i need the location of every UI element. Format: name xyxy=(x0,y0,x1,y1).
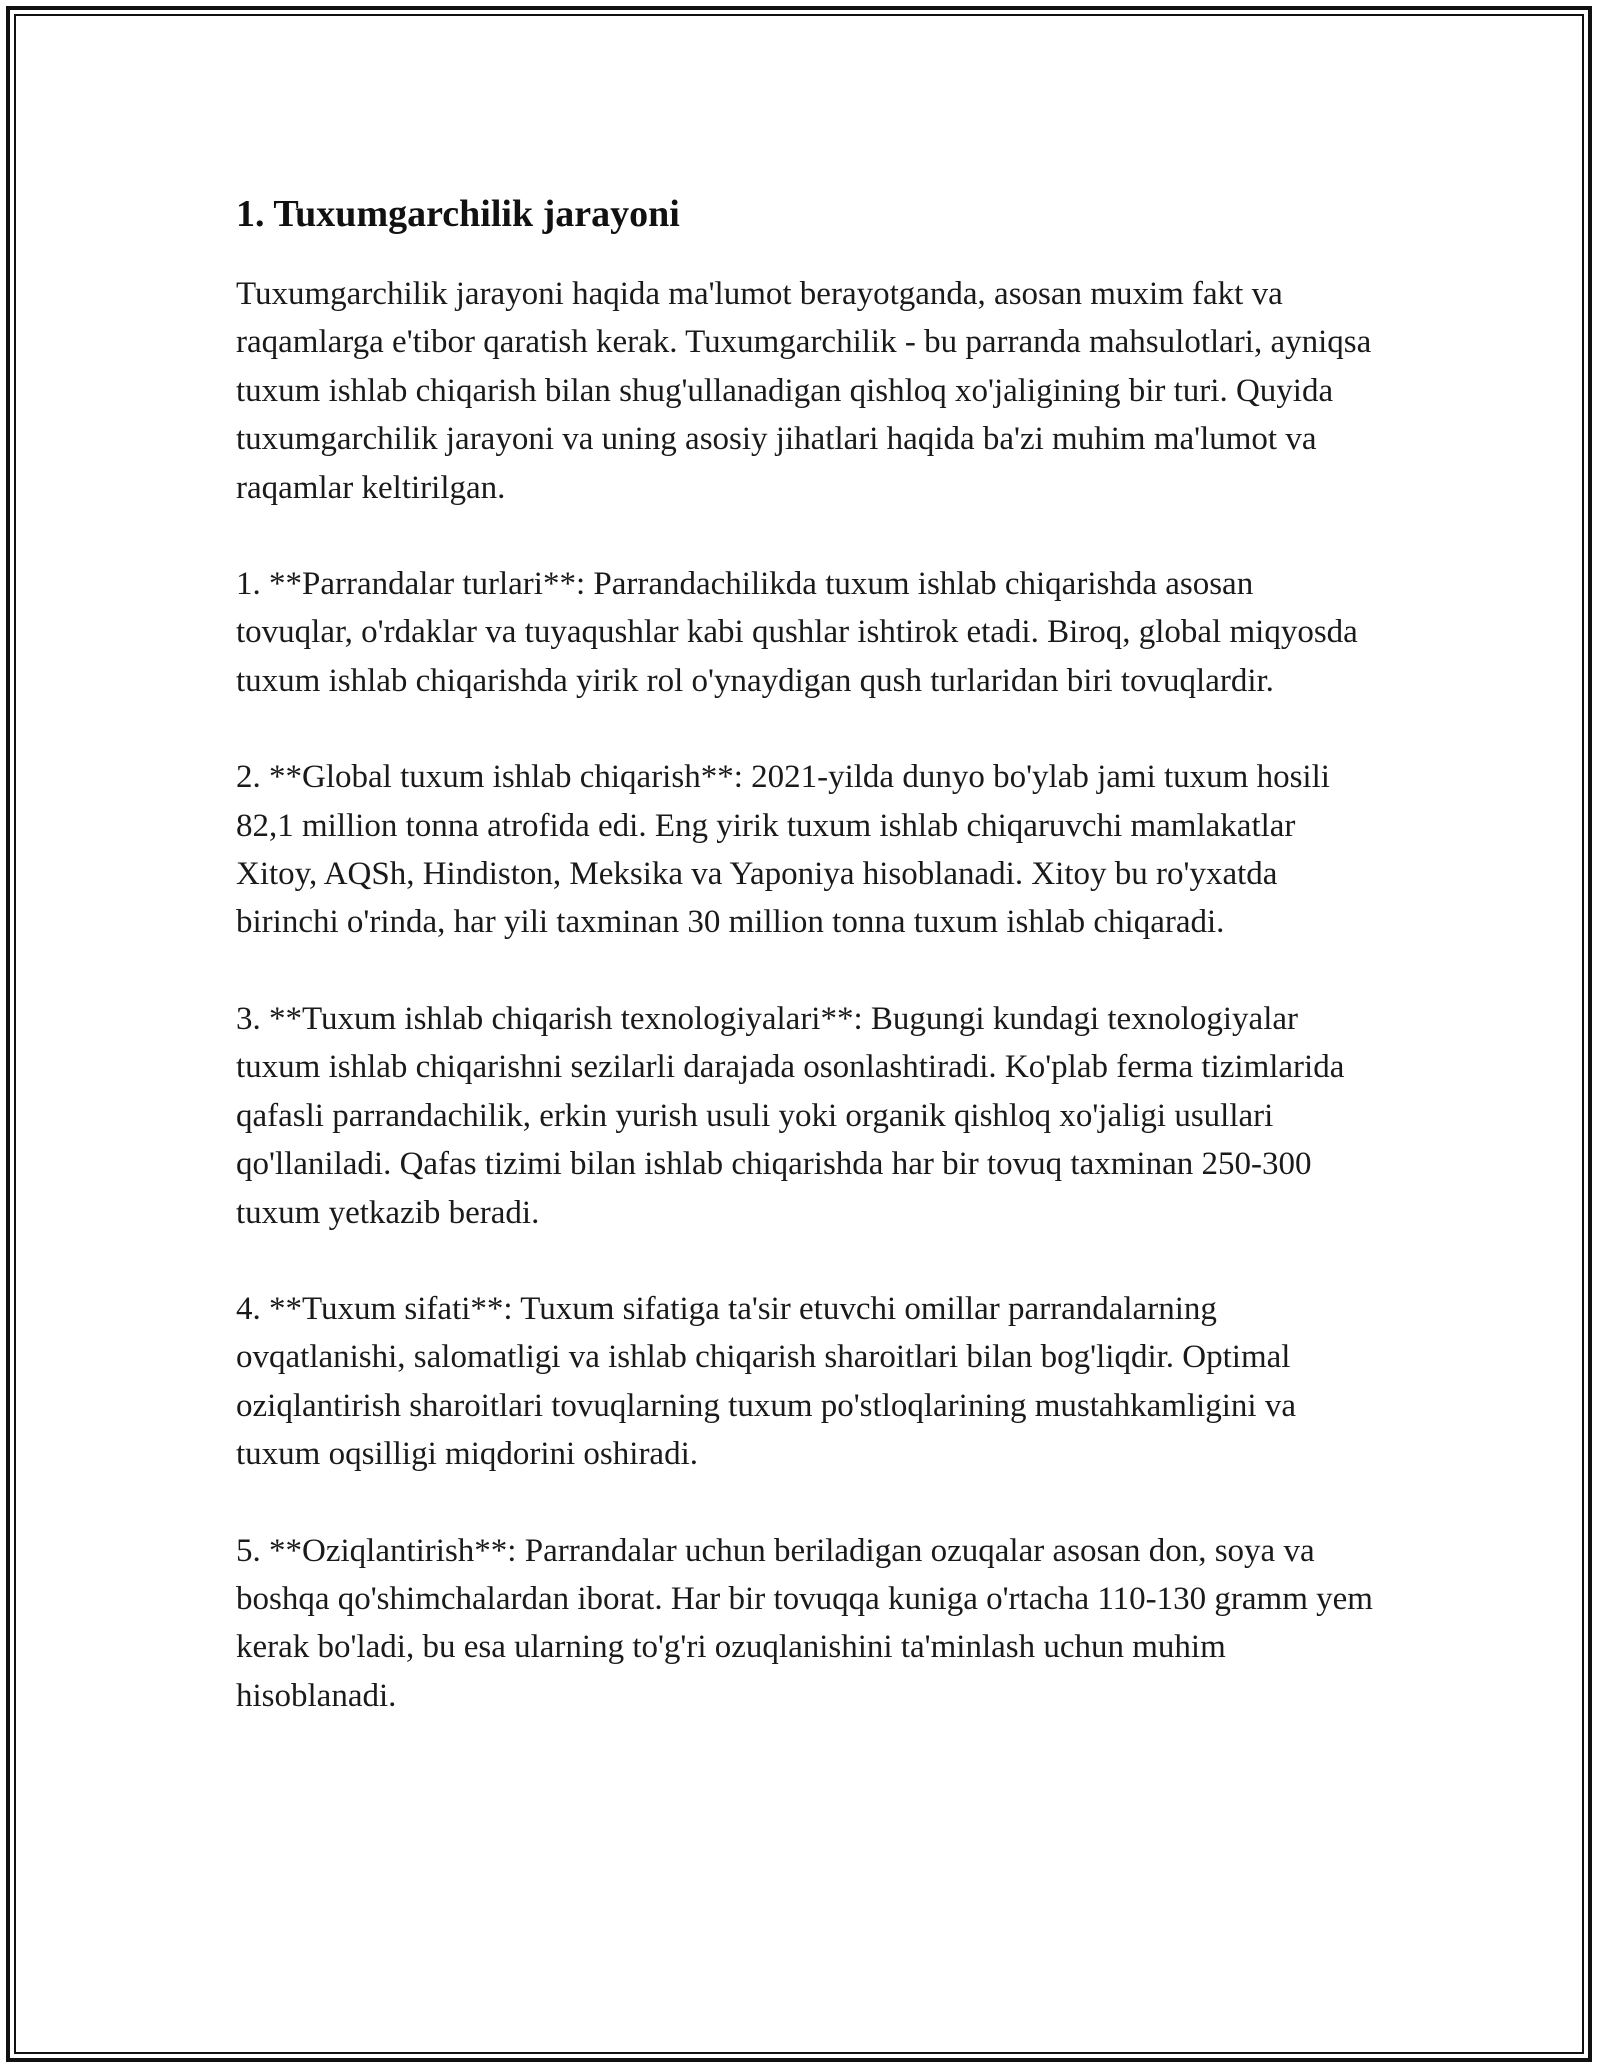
paragraph-production-technologies: 3. **Tuxum ishlab chiqarish texnologiyalari**: Bugungi kundagi texnologiyalar tuxum ishlab chiqarishni sezilarli darajada osonlashtiradi. Ko'plab ferma tizimlarida qafasli parrandachilik, erkin yurish usuli yoki organik qishloq xo'jaligi usullari qo'llaniladi. Qafas tizimi bilan ishlab chiqarishda har bir tovuq taxminan 250-300 tuxum yetkazib beradi. xyxy=(236,1000,1345,1231)
document-body xyxy=(236,188,1376,1768)
paragraph-egg-quality: 4. **Tuxum sifati**: Tuxum sifatiga ta'sir etuvchi omillar parrandalarning ovqatlanishi, salomatligi va ishlab chiqarish sharoitlari bilan bog'liqdir. Optimal oziqlantirish sharoitlari tovuqlarning tuxum po'stloqlarining mustahkamligini va tuxum oqsilligi miqdorini oshiradi. xyxy=(236,1290,1296,1473)
intro-paragraph: Tuxumgarchilik jarayoni haqida ma'lumot berayotganda, asosan muxim fakt va raqamlarga e'tibor qaratish kerak. Tuxumgarchilik - bu parranda mahsulotlari, ayniqsa tuxum ishlab chiqarish bilan shug'ullanadigan qishloq xo'jaligining bir turi. Quyida tuxumgarchilik jarayoni va uning asosiy jihatlari haqida ba'zi muhim ma'lumot va raqamlar keltirilgan. xyxy=(236,276,1372,506)
paragraph-poultry-types: 1. **Parrandalar turlari**: Parrandachilikda tuxum ishlab chiqarishda asosan tovuqlar, o'rdaklar va tuyaqushlar kabi qushlar ishtirok etadi. Biroq, global miqyosda tuxum ishlab chiqarishda yirik rol o'ynaydigan qush turlaridan biri tovuqlardir. xyxy=(236,566,1358,699)
paragraph-global-production: 2. **Global tuxum ishlab chiqarish**: 2021-yilda dunyo bo'ylab jami tuxum hosili 82,1 million tonna atrofida edi. Eng yirik tuxum ishlab chiqaruvchi mamlakatlar Xitoy, AQSh, Hindiston, Meksika va Yaponiya hisoblanadi. Xitoy bu ro'yxatda birinchi o'rinda, har yili taxminan 30 million tonna tuxum ishlab chiqaradi. xyxy=(236,759,1330,941)
paragraph-feeding: 5. **Oziqlantirish**: Parrandalar uchun beriladigan ozuqalar asosan don, soya va boshqa qo'shimchalardan iborat. Har bir tovuqqa kuniga o'rtacha 110-130 gramm yem kerak bo'ladi, bu esa ularning to'g'ri ozuqlanishini ta'minlash uchun muhim hisoblanadi. xyxy=(236,1532,1373,1714)
section-heading: 1. Tuxumgarchilik jarayoni xyxy=(236,193,680,235)
